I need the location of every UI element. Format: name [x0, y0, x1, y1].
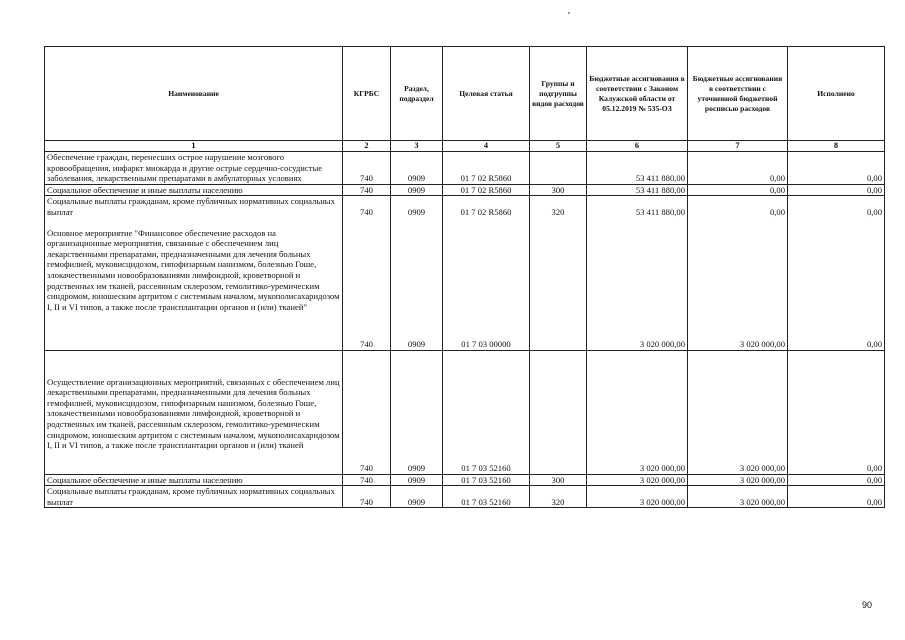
header-section: Раздел, подраздел: [391, 47, 443, 141]
column-number: 2: [343, 141, 391, 152]
row-group: 320: [530, 196, 587, 218]
row-group: 300: [530, 474, 587, 486]
row-refined: 3 020 000,00: [688, 350, 788, 474]
row-target: 01 7 03 00000: [443, 218, 530, 351]
row-target: 01 7 03 52160: [443, 486, 530, 508]
scan-speck: [568, 12, 570, 14]
row-law: 3 020 000,00: [587, 218, 688, 351]
row-kgrbs: 740: [343, 218, 391, 351]
column-number: 8: [788, 141, 885, 152]
row-refined: 3 020 000,00: [688, 486, 788, 508]
row-name: Основное мероприятие "Финансовое обеспечение расходов на организационные мероприятия, связанные с обеспечением лиц лекарственными препаратами, предназначенными для лечения больных гемофилией, муковисцидозом, гипофизарным нанизмом, болезнью Гоше, злокачественными новообразованиями лимфоидной, кроветворной и родственных им тканей, рассеянным склерозом, гемолитико-уремическим синдромом, юношеским артритом с системным началом, мукополисахаридозом I, II и VI типов, а также после трансплантации органов и (или) тканей": [45, 218, 343, 351]
row-name: Социальные выплаты гражданам, кроме публичных нормативных социальных выплат: [45, 196, 343, 218]
row-refined: 0,00: [688, 196, 788, 218]
row-section: 0909: [391, 474, 443, 486]
row-law: 53 411 880,00: [587, 184, 688, 196]
row-executed: 0,00: [788, 196, 885, 218]
row-group: [530, 350, 587, 474]
table-row: [45, 184, 885, 196]
budget-table: [44, 46, 885, 508]
row-kgrbs: 740: [343, 152, 391, 185]
row-group: 300: [530, 184, 587, 196]
header-name: Наименование: [45, 47, 343, 141]
row-executed: 0,00: [788, 218, 885, 351]
table-row: [45, 218, 885, 351]
row-target: 01 7 02 R5860: [443, 196, 530, 218]
row-target: 01 7 03 52160: [443, 474, 530, 486]
row-section: 0909: [391, 184, 443, 196]
row-kgrbs: 740: [343, 184, 391, 196]
row-section: 0909: [391, 196, 443, 218]
row-target: 01 7 03 52160: [443, 350, 530, 474]
table-row: [45, 486, 885, 508]
row-law: 53 411 880,00: [587, 196, 688, 218]
table-row: [45, 474, 885, 486]
row-refined: 3 020 000,00: [688, 474, 788, 486]
row-executed: 0,00: [788, 486, 885, 508]
row-refined: 3 020 000,00: [688, 218, 788, 351]
row-section: 0909: [391, 152, 443, 185]
row-kgrbs: 740: [343, 196, 391, 218]
row-kgrbs: 740: [343, 350, 391, 474]
column-number: 5: [530, 141, 587, 152]
header-target: Целевая статья: [443, 47, 530, 141]
row-law: 53 411 880,00: [587, 152, 688, 185]
row-executed: 0,00: [788, 152, 885, 185]
row-group: 320: [530, 486, 587, 508]
page-number: 90: [862, 600, 873, 610]
row-refined: 0,00: [688, 184, 788, 196]
table-row: [45, 350, 885, 474]
header-executed: Исполнено: [788, 47, 885, 141]
row-section: 0909: [391, 486, 443, 508]
row-refined: 0,00: [688, 152, 788, 185]
row-executed: 0,00: [788, 184, 885, 196]
row-executed: 0,00: [788, 474, 885, 486]
column-number-row: [45, 141, 885, 152]
header-groups: Группы и подгруппы видов расходов: [530, 47, 587, 141]
row-kgrbs: 740: [343, 474, 391, 486]
row-section: 0909: [391, 218, 443, 351]
row-name: Осуществление организационных мероприятий, связанных с обеспечением лиц лекарственными препаратами, предназначенными для лечения больных гемофилией, муковисцидозом, гипофизарным нанизмом, болезнью Гоше, злокачественными новообразованиями лимфоидной, кроветворной и родственных им тканей, рассеянным склерозом, гемолитико-уремическим синдромом, юношеским артритом с системным началом, мукополисахаридозом I, II и VI типов, а также после трансплантации органов и (или) тканей: [45, 350, 343, 474]
row-kgrbs: 740: [343, 486, 391, 508]
budget-table-sheet: [44, 46, 884, 508]
header-refined: Бюджетные ассигнования в соответствии с уточненной бюджетной росписью расходов: [688, 47, 788, 141]
column-number: 3: [391, 141, 443, 152]
header-kgrbs: КГРБС: [343, 47, 391, 141]
column-number: 7: [688, 141, 788, 152]
row-section: 0909: [391, 350, 443, 474]
column-number: 4: [443, 141, 530, 152]
table-row: [45, 152, 885, 185]
row-name: Социальное обеспечение и иные выплаты населению: [45, 474, 343, 486]
row-law: 3 020 000,00: [587, 350, 688, 474]
column-number: 1: [45, 141, 343, 152]
row-name: Обеспечение граждан, перенесших острое нарушение мозгового кровообращения, инфаркт миокарда и другие острые сердечно-сосудистые заболевания, лекарственными препаратами в амбулаторных условиях: [45, 152, 343, 185]
row-target: 01 7 02 R5860: [443, 152, 530, 185]
row-executed: 0,00: [788, 350, 885, 474]
header-law: Бюджетные ассигнования в соответствии с Законом Калужской области от 05.12.2019 № 535-ОЗ: [587, 47, 688, 141]
row-name: Социальное обеспечение и иные выплаты населению: [45, 184, 343, 196]
table-row: [45, 196, 885, 218]
column-number: 6: [587, 141, 688, 152]
row-group: [530, 218, 587, 351]
row-name: Социальные выплаты гражданам, кроме публичных нормативных социальных выплат: [45, 486, 343, 508]
row-law: 3 020 000,00: [587, 474, 688, 486]
row-group: [530, 152, 587, 185]
row-target: 01 7 02 R5860: [443, 184, 530, 196]
header-row: [45, 47, 885, 141]
row-law: 3 020 000,00: [587, 486, 688, 508]
